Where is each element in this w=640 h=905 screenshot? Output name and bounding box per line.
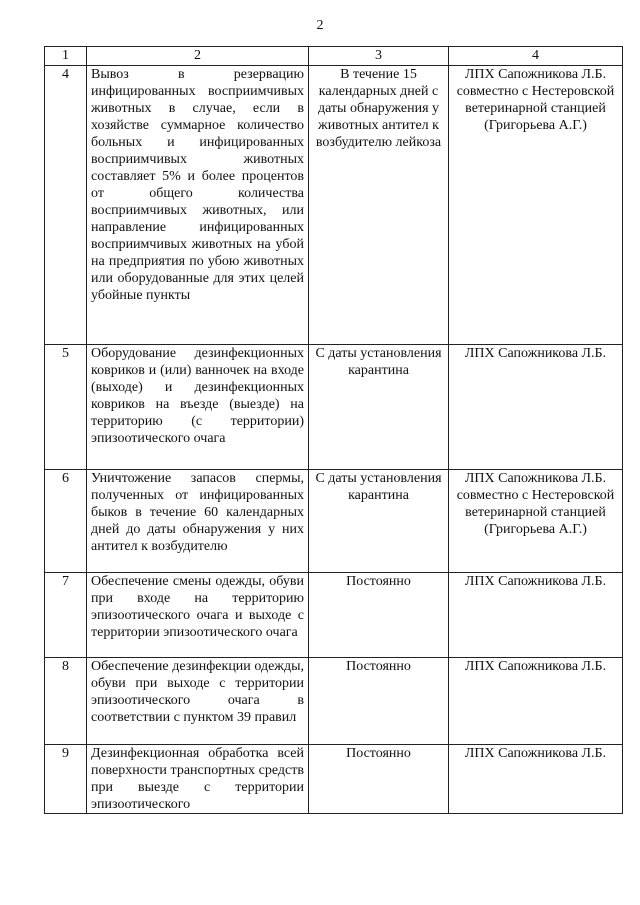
measure-text: Уничтожение запасов спермы, полученных от инфицированных быков в течение 60 календарных дней до даты обнаружения у них антител к возбудителю — [87, 470, 309, 573]
responsible-text: ЛПХ Сапожникова Л.Б. — [449, 345, 623, 470]
row-number: 7 — [45, 573, 87, 658]
responsible-text: ЛПХ Сапожникова Л.Б. — [449, 573, 623, 658]
measure-text: Вывоз в резервацию инфицированных восприимчивых животных в случае, если в хозяйстве суммарное количество больных и инфицированных восприимчивых животных составляет 5% и более процентов от общего количества восприимчивых животных, или направление инфицированных восприимчивых животных на убой на предприятия по убою животных или оборудованные для этих целей убойные пункты — [87, 66, 309, 345]
page-number: 2 — [316, 18, 324, 33]
row-number: 5 — [45, 345, 87, 470]
measures-table — [44, 46, 623, 814]
measure-text: Оборудование дезинфекционных ковриков и (или) ванночек на входе (выходе) и дезинфекционных ковриков на въезде (выезде) на территорию (с территории) эпизоотического очага — [87, 345, 309, 470]
term-text: Постоянно — [309, 745, 449, 814]
header-cell-2: 2 — [87, 47, 309, 66]
table-header-row — [45, 47, 623, 66]
header-cell-3: 3 — [309, 47, 449, 66]
table-row — [45, 745, 623, 814]
measure-text: Обеспечение дезинфекции одежды, обуви при выходе с территории эпизоотического очага в соответствии с пунктом 39 правил — [87, 658, 309, 745]
measure-text: Дезинфекционная обработка всей поверхности транспортных средств при выезде с территории эпизоотического — [87, 745, 309, 814]
row-number: 6 — [45, 470, 87, 573]
term-text: С даты установления карантина — [309, 345, 449, 470]
term-text: Постоянно — [309, 658, 449, 745]
row-number: 9 — [45, 745, 87, 814]
table-row — [45, 470, 623, 573]
header-cell-4: 4 — [449, 47, 623, 66]
header-cell-1: 1 — [45, 47, 87, 66]
term-text: В течение 15 календарных дней с даты обнаружения у животных антител к возбудителю лейкоза — [309, 66, 449, 345]
responsible-text: ЛПХ Сапожникова Л.Б. — [449, 745, 623, 814]
row-number: 4 — [45, 66, 87, 345]
table-row — [45, 573, 623, 658]
table-row — [45, 345, 623, 470]
measure-text: Обеспечение смены одежды, обуви при входе на территорию эпизоотического очага и выходе с территории эпизоотического очага — [87, 573, 309, 658]
responsible-text: ЛПХ Сапожникова Л.Б. — [449, 658, 623, 745]
table-row — [45, 658, 623, 745]
responsible-text: ЛПХ Сапожникова Л.Б. совместно с Нестеровской ветеринарной станцией (Григорьева А.Г.) — [449, 470, 623, 573]
responsible-text: ЛПХ Сапожникова Л.Б. совместно с Нестеровской ветеринарной станцией (Григорьева А.Г.) — [449, 66, 623, 345]
term-text: С даты установления карантина — [309, 470, 449, 573]
row-number: 8 — [45, 658, 87, 745]
table-row — [45, 66, 623, 345]
term-text: Постоянно — [309, 573, 449, 658]
